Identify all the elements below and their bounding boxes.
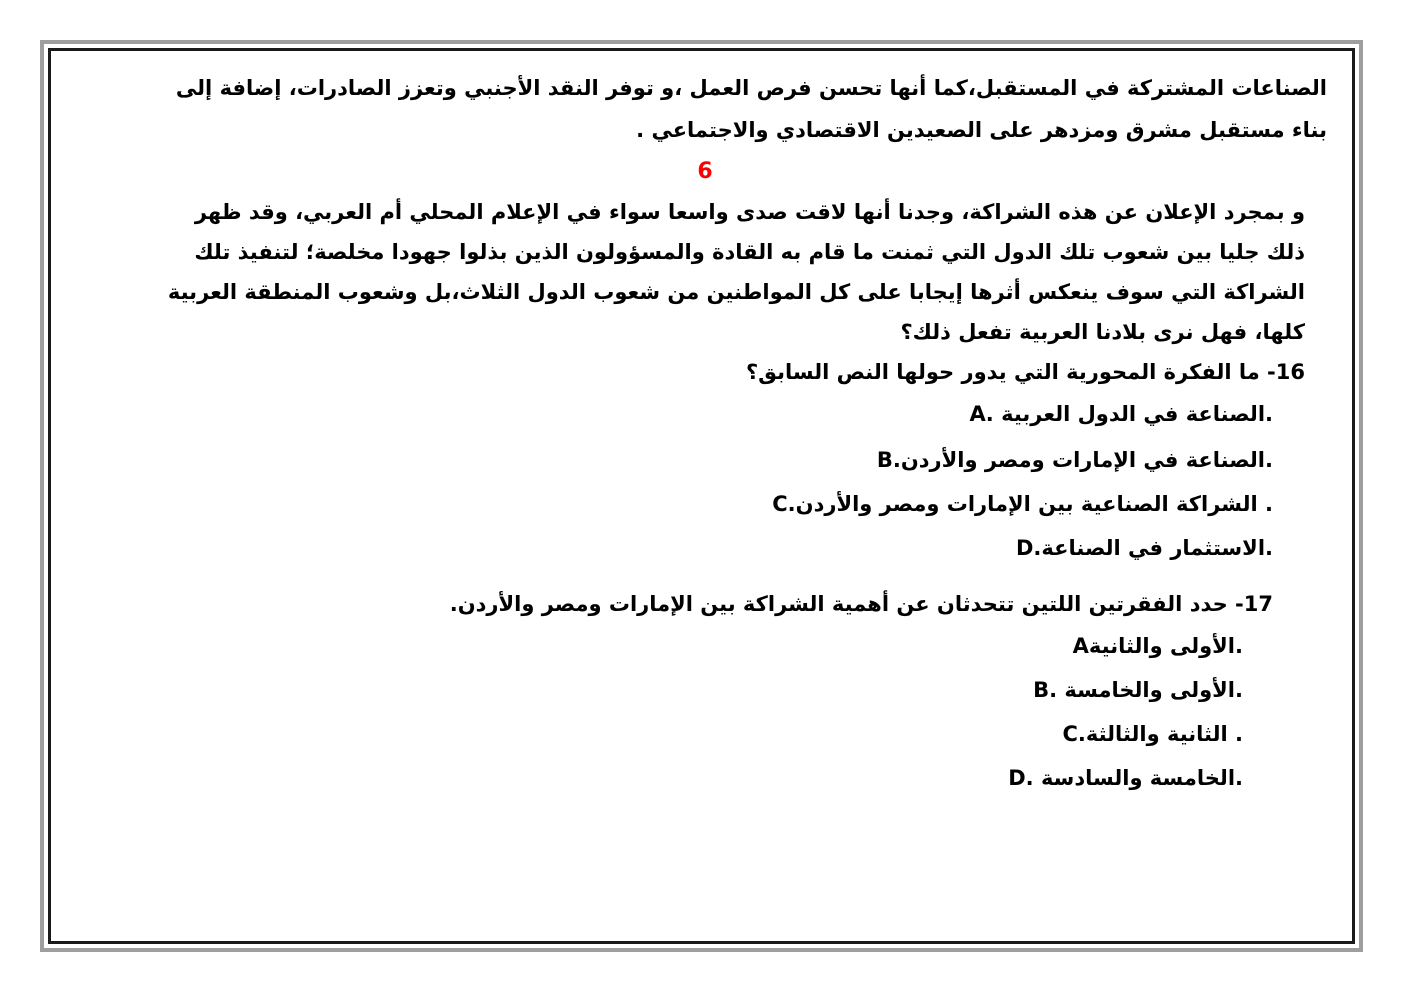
q17-option-b-letter: B [1033,678,1050,702]
paragraph-number: 6 [697,159,713,184]
paragraph-six-line-3: الشراكة التي سوف ينعكس أثرها إيجابا على كل المواطنين من شعوب الدول الثلاث،بل وشعوب المنطقة العربية [167,280,1305,304]
question-17-text: 17- حدد الفقرتين اللتين تتحدثان عن أهمية الشراكة بين الإمارات ومصر والأردن. [449,592,1273,616]
q16-option-b-text: .الصناعة في الإمارات ومصر والأردن. [892,448,1273,472]
q17-option-a [1073,628,1243,664]
q16-option-d-text: .الاستثمار في الصناعة. [1033,536,1273,560]
q16-option-b-letter: B [876,448,893,472]
q17-option-a-letter: A [1072,634,1089,658]
q17-option-a-text: .الأولى والثانية [1088,634,1243,658]
paragraph-six-line-2: ذلك جليا بين شعوب تلك الدول التي ثمنت ما قام به القادة والمسؤولون الذين بذلوا جهودا مخلصة؛ لتنفيذ تلك [194,240,1305,264]
q17-option-d-letter: D [1008,766,1026,790]
q16-option-a-letter: A [969,402,986,426]
q17-option-b-text: .الأولى والخامسة . [1049,678,1243,702]
continuation-line-2: بناء مستقبل مشرق ومزدهر على الصعيدين الاقتصادي والاجتماعي . [636,118,1327,142]
q16-option-a [970,396,1273,432]
q17-option-d [1008,760,1243,796]
q16-option-c-text: . الشراكة الصناعية بين الإمارات ومصر والأردن. [787,492,1273,516]
q17-option-c-text: . الثانية والثالثة. [1077,722,1243,746]
q17-option-b [1033,672,1243,708]
q16-option-c [772,486,1273,522]
q16-option-d-letter: D [1015,536,1034,560]
q17-option-c [1062,716,1243,752]
q16-option-a-text: .الصناعة في الدول العربية . [985,402,1273,426]
paragraph-six-line-4: كلها، فهل نرى بلادنا العربية تفعل ذلك؟ [900,320,1305,344]
q16-option-b [877,442,1273,478]
continuation-line-1: الصناعات المشتركة في المستقبل،كما أنها تحسن فرص العمل ،و توفر النقد الأجنبي وتعزز الصادرات، إضافة إلى [175,76,1327,100]
q16-option-c-letter: C [772,492,788,516]
q17-option-d-text: .الخامسة والسادسة . [1025,766,1243,790]
q17-option-c-letter: C [1062,722,1078,746]
question-16-text: 16- ما الفكرة المحورية التي يدور حولها النص السابق؟ [745,360,1305,384]
q16-option-d [1016,530,1273,566]
paragraph-six-line-1: و بمجرد الإعلان عن هذه الشراكة، وجدنا أنها لاقت صدى واسعا سواء في الإعلام المحلي أم العربي، وقد ظهر [194,200,1305,224]
